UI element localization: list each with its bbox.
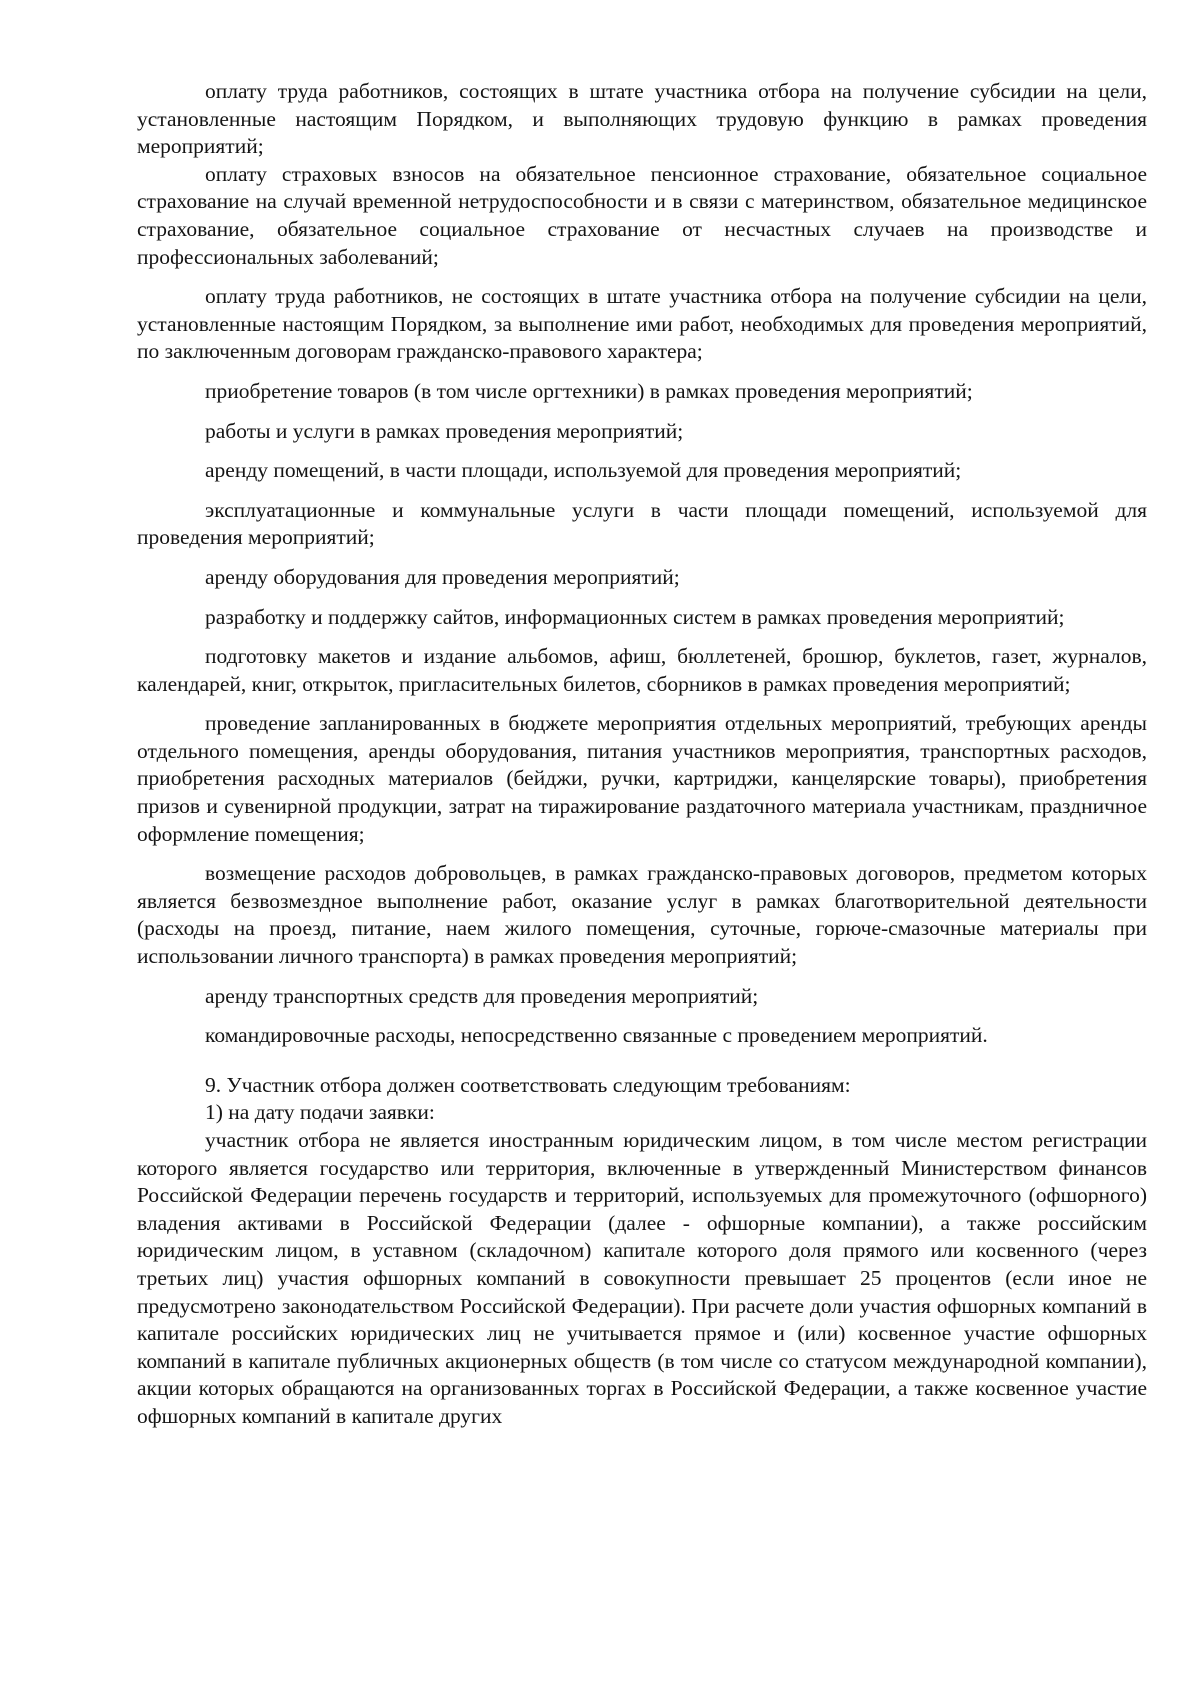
- paragraph-volunteers: возмещение расходов добровольцев, в рамках гражданско-правовых договоров, предметом которых является безвозмездное выполнение работ, оказание услуг в рамках благотворительной деятельности (расходы на проезд, питание, наем жилого помещения, суточные, горюче-смазочные материалы при использовании личного транспорта) в рамках проведения мероприятий;: [137, 861, 1147, 969]
- paragraph-goods: приобретение товаров (в том числе оргтехники) в рамках проведения мероприятий;: [205, 378, 973, 403]
- paragraph-utilities: эксплуатационные и коммунальные услуги в части площади помещений, используемой для проведения мероприятий;: [137, 497, 1147, 550]
- paragraph-transport-rent: аренду транспортных средств для проведения мероприятий;: [205, 983, 759, 1008]
- paragraph-labor-nonstaff: оплату труда работников, не состоящих в штате участника отбора на получение субсидии на цели, установленные настоящим Порядком, за выполнение ими работ, необходимых для проведения мероприятий, по заключенным договорам гражданско-правового характера;: [137, 284, 1147, 364]
- paragraph-insurance: оплату страховых взносов на обязательное пенсионное страхование, обязательное социальное страхование на случай временной нетрудоспособности и в связи с материнством, обязательное медицинское страхование, обязательное социальное страхование от несчастных случаев на производстве и профессиональных заболеваний;: [137, 161, 1147, 269]
- paragraph-websites: разработку и поддержку сайтов, информационных систем в рамках проведения мероприятий;: [205, 604, 1065, 629]
- paragraph-events: проведение запланированных в бюджете мероприятия отдельных мероприятий, требующих аренды отдельного помещения, аренды оборудования, питания участников мероприятия, транспортных расходов, приобретения расходных материалов (бейджи, ручки, картриджи, канцелярские товары), приобретения призов и сувенирной продукции, затрат на тиражирование раздаточного материала участникам, праздничное оформление помещения;: [137, 711, 1147, 846]
- paragraph-premises-rent: аренду помещений, в части площади, используемой для проведения мероприятий;: [205, 458, 962, 483]
- section-9-heading: 9. Участник отбора должен соответствовать следующим требованиям:: [205, 1072, 851, 1097]
- paragraph-printing: подготовку макетов и издание альбомов, афиш, бюллетеней, брошюр, буклетов, газет, журналов, календарей, книг, открыток, пригласительных билетов, сборников в рамках проведения мероприятий;: [137, 644, 1147, 696]
- paragraph-labor-staff: оплату труда работников, состоящих в штате участника отбора на получение субсидии на цели, установленные настоящим Порядком, и выполняющих трудовую функцию в рамках проведения мероприятий;: [137, 79, 1147, 159]
- paragraph-offshore: участник отбора не является иностранным юридическим лицом, в том числе местом регистрации которого является государство или территория, включенные в утвержденный Министерством финансов Российской Федерации перечень государств и территорий, используемых для промежуточного (офшорного) владения активами в Российской Федерации (далее - офшорные компании), а также российским юридическим лицом, в уставном (складочном) капитале которого доля прямого или косвенного (через третьих лиц) участия офшорных компаний в совокупности превышает 25 процентов (если иное не предусмотрено законодательством Российской Федерации). При расчете доли участия офшорных компаний в капитале российских юридических лиц не учитывается прямое и (или) косвенное участие офшорных компаний в капитале публичных акционерных обществ (в том числе со статусом международной компании), акции которых обращаются на организованных торгах в Российской Федерации, а также косвенное участие офшорных компаний в капитале других: [137, 1128, 1147, 1428]
- paragraph-travel: командировочные расходы, непосредственно связанные с проведением мероприятий.: [205, 1023, 988, 1048]
- document-page: [137, 78, 1147, 1431]
- paragraph-equipment-rent: аренду оборудования для проведения мероприятий;: [205, 564, 680, 589]
- subsection-1-heading: 1) на дату подачи заявки:: [205, 1100, 435, 1125]
- paragraph-works-services: работы и услуги в рамках проведения мероприятий;: [205, 418, 684, 443]
